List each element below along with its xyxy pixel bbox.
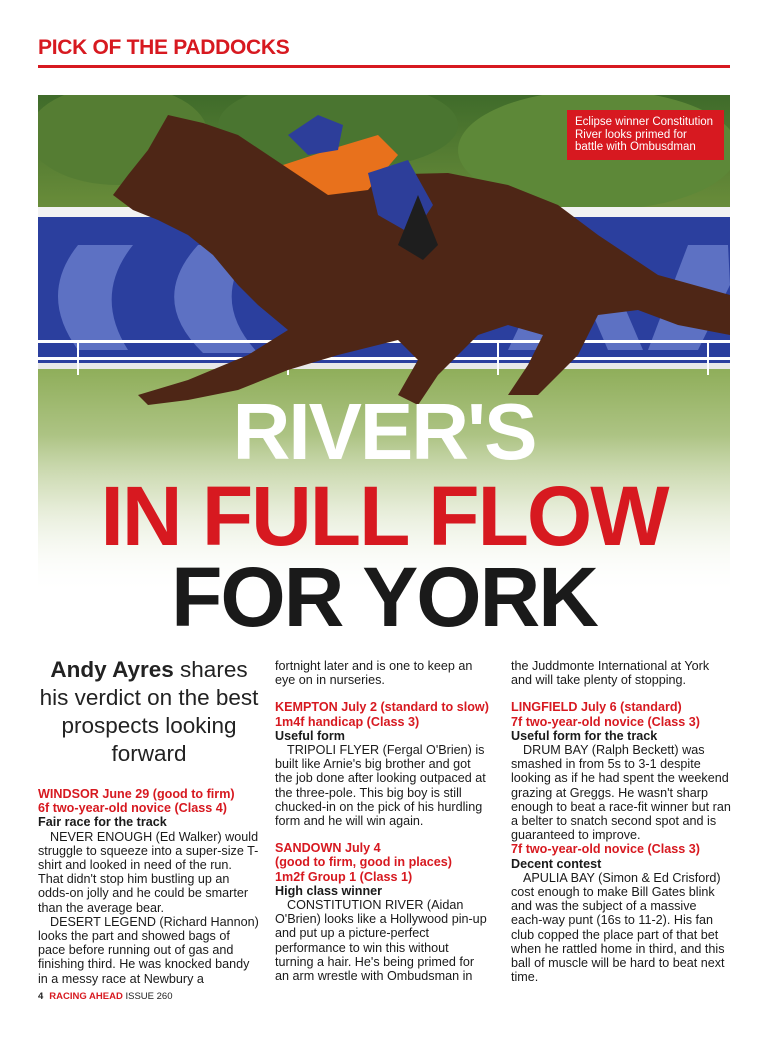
paragraph: CONSTITUTION RIVER (Aidan O'Brien) looks like a Hollywood pin-up and put up a picture-perfect performance to win this without turning a hair. He's being primed for an arm wrestle with Ombudsman in	[275, 898, 487, 984]
photo-caption: Eclipse winner Constitution River looks primed for battle with Ombusdman	[567, 110, 724, 160]
headline-line-3: FOR YORK	[171, 550, 597, 644]
headline-line-2: IN FULL FLOW	[100, 469, 668, 563]
race-verdict: High class winner	[275, 883, 383, 898]
standfirst-text: shares his verdict on the best prospects looking forward	[39, 657, 259, 766]
author-name: Andy Ayres	[50, 657, 174, 682]
race-type: 6f two-year-old novice (Class 4)	[38, 801, 227, 816]
paragraph: DRUM BAY (Ralph Beckett) was smashed in from 5s to 3-1 despite looking as if he had spent the weekend grazing at Greggs. He wasn't sharp enough to beat a race-fit winner but ran a belter to snatch second spot and is guaranteed to improve.	[511, 743, 731, 843]
issue-number: ISSUE 260	[125, 991, 173, 1002]
race-heading: KEMPTON July 2 (standard to slow)	[275, 700, 489, 715]
magazine-name: RACING AHEAD	[49, 991, 123, 1002]
race-going: (good to firm, good in places)	[275, 855, 453, 870]
section-title: PICK OF THE PADDOCKS	[38, 36, 290, 59]
race-heading: WINDSOR June 29 (good to firm)	[38, 787, 235, 801]
race-verdict: Fair race for the track	[38, 815, 167, 830]
section-rule	[38, 65, 730, 68]
page-footer	[38, 991, 172, 1002]
article-column-1	[38, 787, 260, 986]
paragraph: TRIPOLI FLYER (Fergal O'Brien) is built like Arnie's big brother and got the job done after looking outpaced at the three-pole. This big boy is still chucked-in on the pick of his hurdling form and he will win again.	[275, 743, 486, 829]
paragraph: APULIA BAY (Simon & Ed Crisford) cost enough to make Bill Gates blink and was the subject of a massive each-way punt (16s to 11-2). His fan club copped the place part of that bet when he rattled home in third, and this ball of muscle will be hard to beat next time.	[511, 870, 725, 985]
paragraph: fortnight later and is one to keep an eye on in nurseries.	[275, 659, 473, 688]
article-column-3	[511, 659, 731, 984]
race-verdict: Useful form	[275, 728, 345, 743]
race-type: 7f two-year-old novice (Class 3)	[511, 714, 700, 729]
race-type: 1m2f Group 1 (Class 1)	[275, 869, 413, 884]
page-number: 4	[38, 991, 44, 1002]
race-verdict: Useful form for the track	[511, 728, 658, 743]
race-verdict: Decent contest	[511, 856, 602, 871]
race-type: 7f two-year-old novice (Class 3)	[511, 842, 700, 857]
race-heading: SANDOWN July 4	[275, 841, 381, 856]
paragraph: the Juddmonte International at York and will take plenty of stopping.	[511, 659, 710, 688]
headline-line-1: RIVER'S	[232, 387, 536, 476]
paragraph: DESERT LEGEND (Richard Hannon) looks the part and showed bags of pace before running out of gas and finishing third. He was knocked bandy in a messy race at Newbury a	[38, 914, 259, 986]
race-heading: LINGFIELD July 6 (standard)	[511, 700, 682, 715]
article-column-2	[275, 659, 490, 983]
race-type: 1m4f handicap (Class 3)	[275, 714, 420, 729]
paragraph: NEVER ENOUGH (Ed Walker) would struggle to squeeze into a super-size T-shirt and looked in need of the run. That didn't stop him bustling up an odds-on jolly and he could be smarter than the average bear.	[38, 829, 259, 915]
standfirst	[38, 656, 260, 768]
